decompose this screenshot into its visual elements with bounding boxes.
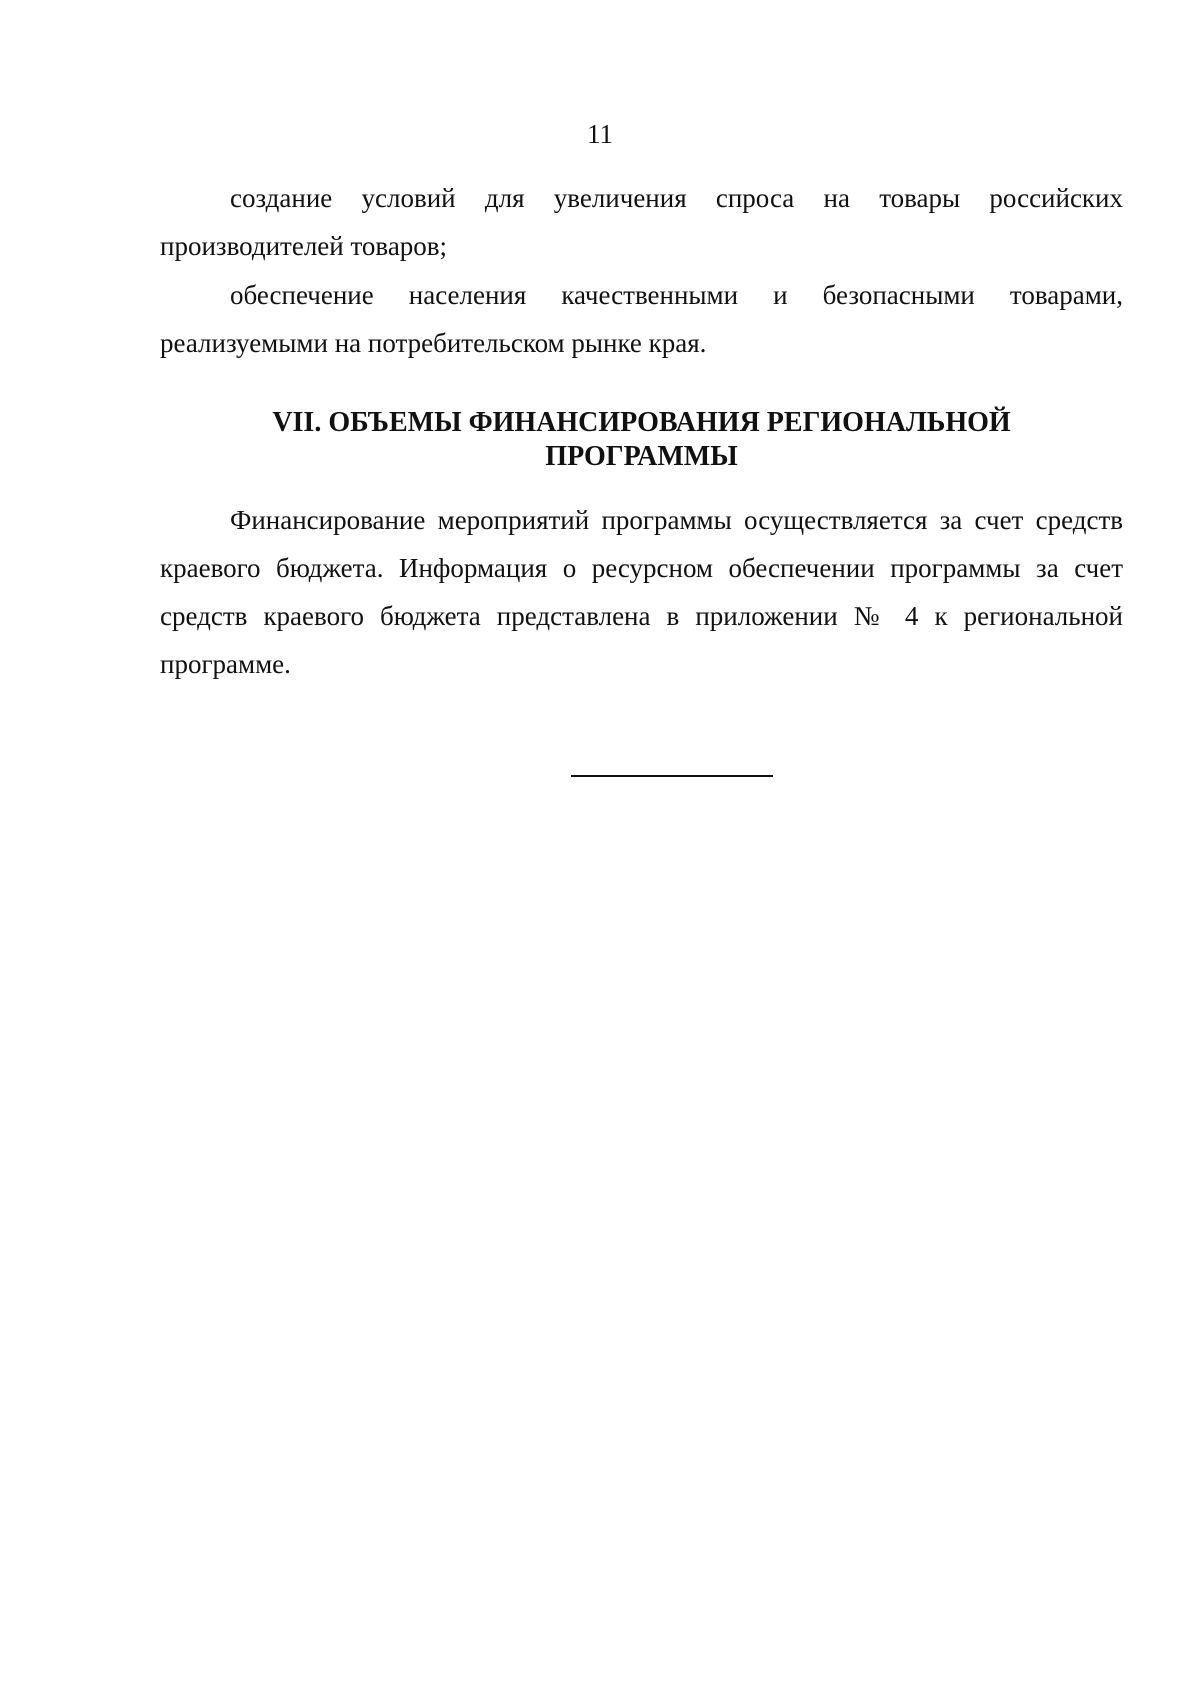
paragraph-consumer-demand: создание условий для увеличения спроса на товары российских производителей товаров;	[160, 183, 1123, 261]
end-of-text-rule	[571, 775, 773, 777]
paragraph-quality-goods: обеспечение населения качественными и безопасными товарами, реализуемыми на потребительском рынке края.	[160, 280, 1123, 358]
section-heading-line2: ПРОГРАММЫ	[545, 441, 738, 472]
paragraph-financing: Финансирование мероприятий программы осуществляется за счет средств краевого бюджета. Информация о ресурсном обеспечении программы за счет средств краевого бюджета представлена в приложении № 4 к региональной программе.	[160, 505, 1123, 679]
section-heading-line1: VII. ОБЪЕМЫ ФИНАНСИРОВАНИЯ РЕГИОНАЛЬНОЙ	[272, 407, 1011, 438]
page-number: 11	[587, 119, 613, 149]
section-heading	[160, 406, 1123, 474]
